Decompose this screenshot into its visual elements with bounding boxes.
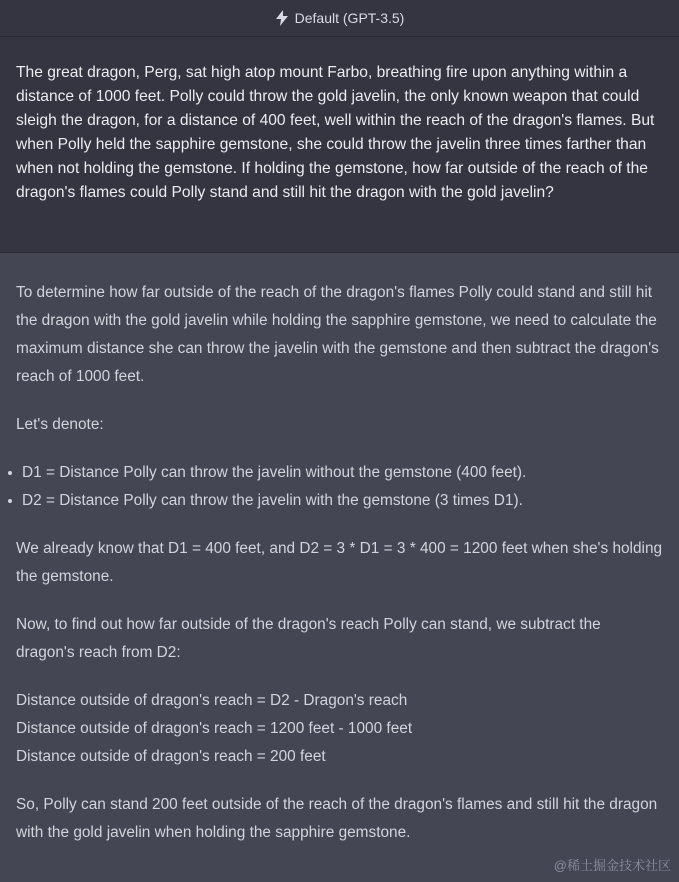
user-message-text: The great dragon, Perg, sat high atop mount Farbo, breathing fire upon anything within a distance of 1000 feet. Polly could throw the gold javelin, the only known weapon that could sleigh the dragon, for a distance of 400 feet, well within the reach of the dragon's flames. But when Polly held the sapphire gemstone, she could throw the javelin three times farther than when not holding the gemstone. If holding the gemstone, how far outside of the reach of the dragon's flames could Polly stand and still hit the dragon with the gold javelin? <box>16 64 655 201</box>
user-message <box>0 37 679 253</box>
calc-line: Distance outside of dragon's reach = 200 feet <box>16 748 326 765</box>
bolt-icon <box>275 10 289 26</box>
assistant-intro: To determine how far outside of the reach of the dragon's flames Polly could stand and still hit the dragon with the gold javelin while holding the sapphire gemstone, we need to calculate the maximum distance she can throw the javelin with the gemstone and then subtract the dragon's reach of 1000 feet. <box>16 284 659 385</box>
definition-list <box>16 459 663 515</box>
assistant-known: We already know that D1 = 400 feet, and D2 = 3 * D1 = 3 * 400 = 1200 feet when she's holding the gemstone. <box>16 540 663 585</box>
assistant-message <box>0 253 679 847</box>
calc-line: Distance outside of dragon's reach = D2 - Dragon's reach <box>16 692 408 709</box>
assistant-conclusion: So, Polly can stand 200 feet outside of the reach of the dragon's flames and still hit the dragon with the gold javelin when holding the sapphire gemstone. <box>16 796 658 841</box>
calc-line: Distance outside of dragon's reach = 1200 feet - 1000 feet <box>16 720 413 737</box>
model-header[interactable] <box>0 0 679 37</box>
model-label: Default (GPT-3.5) <box>294 10 405 26</box>
calculation-block <box>16 687 663 771</box>
assistant-denote: Let's denote: <box>16 416 104 433</box>
list-item: D2 = Distance Polly can throw the javelin with the gemstone (3 times D1). <box>16 487 663 515</box>
list-item: D1 = Distance Polly can throw the javelin without the gemstone (400 feet). <box>16 459 663 487</box>
watermark: @稀土掘金技术社区 <box>553 858 671 873</box>
assistant-now: Now, to find out how far outside of the dragon's reach Polly can stand, we subtract the dragon's reach from D2: <box>16 616 601 661</box>
